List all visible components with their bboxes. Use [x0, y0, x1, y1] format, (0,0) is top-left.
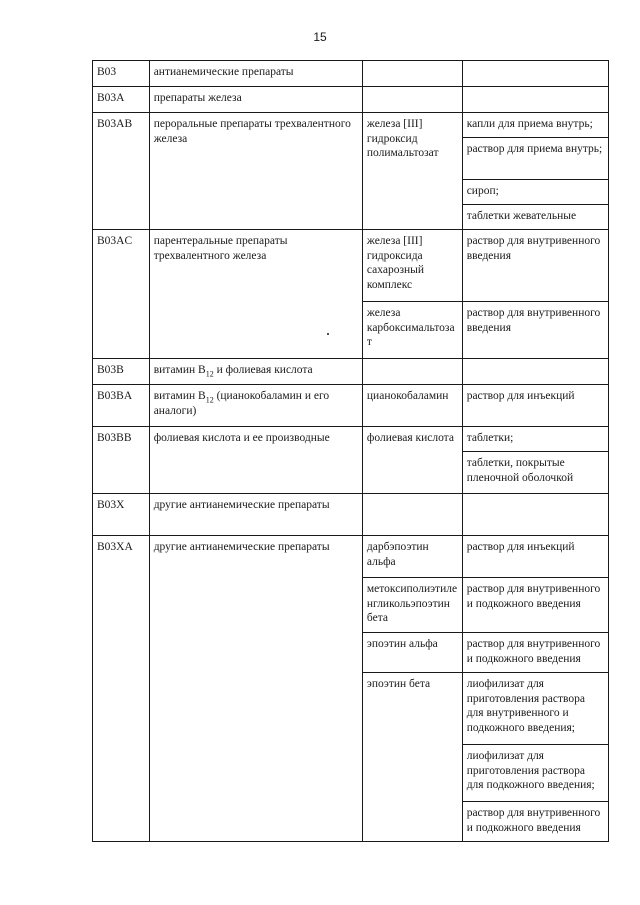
inn-cell-empty	[362, 87, 462, 113]
dosage-form: таблетки жевательные	[462, 205, 608, 230]
pharmacological-group: фолиевая кислота и ее производные	[149, 427, 362, 494]
page-number: 15	[313, 30, 327, 44]
table-row-b03ab	[93, 113, 609, 138]
inn-name: дарбэпоэтин альфа	[362, 536, 462, 578]
table-row-b03bb	[93, 427, 609, 452]
dosage-form: раствор для инъекций	[462, 536, 608, 578]
vitamin-subscript: 12	[205, 395, 214, 405]
pharmacological-group: антианемические препараты	[149, 61, 362, 87]
inn-name: железа [III] гидроксида сахарозный комплекс	[362, 230, 462, 302]
table-row-b03ba	[93, 385, 609, 427]
pharmacological-group: другие антианемические препараты	[149, 494, 362, 536]
inn-name: железа [III] гидроксид полимальтозат	[362, 113, 462, 230]
group-text: и фолиевая кислота	[213, 364, 313, 376]
inn-name: эпоэтин альфа	[362, 633, 462, 673]
table-row-b03b	[93, 359, 609, 385]
atc-code: B03B	[93, 359, 150, 385]
dosage-form: лиофилизат для приготовления раствора для внутривенного и подкожного введения;	[462, 673, 608, 745]
dosage-form-cell-empty	[462, 87, 608, 113]
pharmacological-group: парентеральные препараты трехвалентного железа	[149, 230, 362, 359]
inn-name: фолиевая кислота	[362, 427, 462, 494]
pharmacological-group	[149, 385, 362, 427]
atc-code: B03BB	[93, 427, 150, 494]
group-text: (цианокобаламин и его аналоги)	[153, 390, 330, 417]
dosage-form-cell-empty	[462, 494, 608, 536]
pharmacological-group: пероральные препараты трехвалентного железа	[149, 113, 362, 230]
dosage-form: таблетки, покрытые пленочной оболочкой	[462, 452, 608, 494]
atc-code: B03X	[93, 494, 150, 536]
vitamin-subscript: 12	[205, 369, 214, 379]
dosage-form: раствор для внутривенного введения	[462, 230, 608, 302]
group-text: витамин B	[153, 390, 206, 402]
dosage-form-cell-empty	[462, 61, 608, 87]
dosage-form: раствор для приема внутрь;	[462, 138, 608, 180]
table-row-b03x	[93, 494, 609, 536]
scan-dot	[327, 333, 329, 335]
inn-name: эпоэтин бета	[362, 673, 462, 842]
atc-code: B03A	[93, 87, 150, 113]
dosage-form: раствор для инъекций	[462, 385, 608, 427]
atc-code: B03	[93, 61, 150, 87]
inn-name: цианокобаламин	[362, 385, 462, 427]
inn-name: метоксиполиэтиленгликольэпоэтин бета	[362, 578, 462, 633]
drug-table	[92, 60, 609, 842]
dosage-form: раствор для внутривенного и подкожного введения	[462, 578, 608, 633]
dosage-form: капли для приема внутрь;	[462, 113, 608, 138]
atc-code: B03AC	[93, 230, 150, 359]
dosage-form: раствор для внутривенного и подкожного введения	[462, 633, 608, 673]
group-text: витамин B	[153, 364, 206, 376]
pharmacological-group: препараты железа	[149, 87, 362, 113]
pharmacological-group: другие антианемические препараты	[149, 536, 362, 842]
atc-code: B03AB	[93, 113, 150, 230]
inn-cell-empty	[362, 61, 462, 87]
atc-code: B03XA	[93, 536, 150, 842]
inn-cell-empty	[362, 494, 462, 536]
inn-name: железа карбоксимальтозат	[362, 302, 462, 359]
dosage-form-cell-empty	[462, 359, 608, 385]
table-row-b03xa	[93, 536, 609, 578]
dosage-form: сироп;	[462, 180, 608, 205]
atc-code: B03BA	[93, 385, 150, 427]
table-row-b03ac	[93, 230, 609, 302]
dosage-form: раствор для внутривенного введения	[462, 302, 608, 359]
table-row-b03a	[93, 87, 609, 113]
pharmacological-group	[149, 359, 362, 385]
inn-cell-empty	[362, 359, 462, 385]
dosage-form: раствор для внутривенного и подкожного введения	[462, 802, 608, 842]
dosage-form: лиофилизат для приготовления раствора для подкожного введения;	[462, 745, 608, 802]
table-row-b03	[93, 61, 609, 87]
dosage-form: таблетки;	[462, 427, 608, 452]
